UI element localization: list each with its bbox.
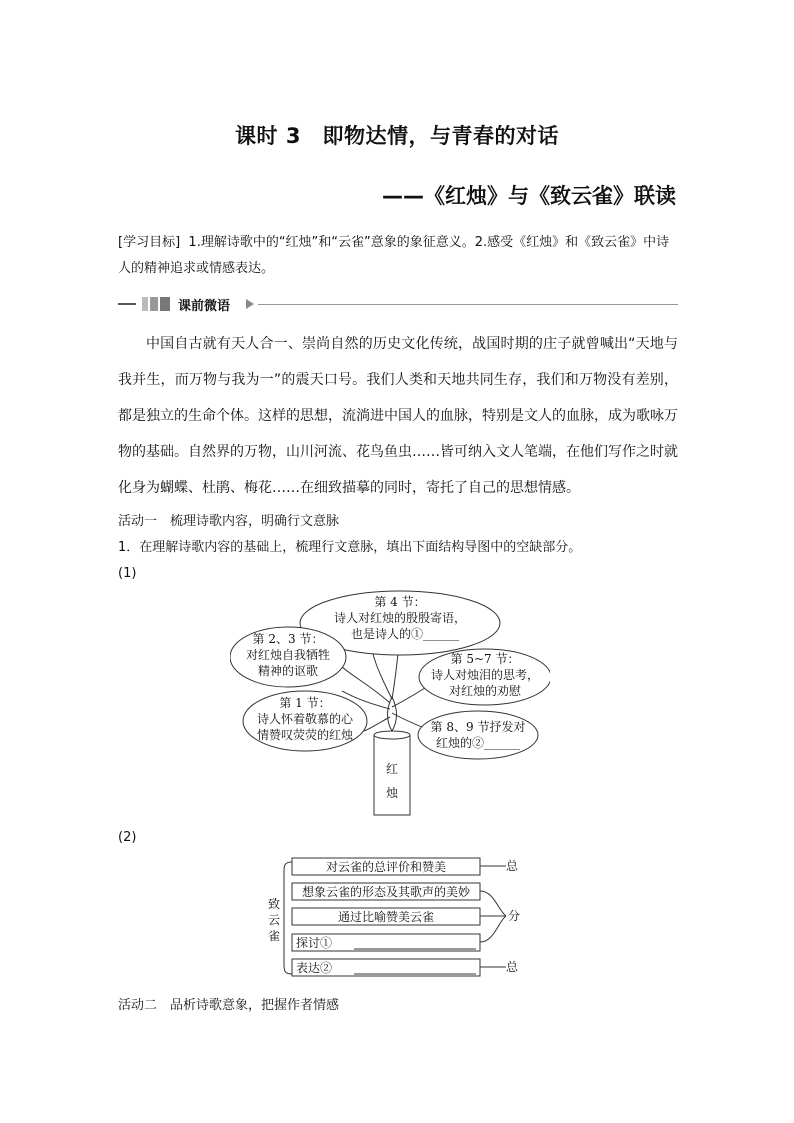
bubble-top-line: 第 4 节： [374,595,426,609]
page-title: 课时 3 即物达情，与青春的对话 [235,124,559,148]
root-char: 云 [268,913,281,927]
mark-part: 分 [508,909,521,923]
section-block [160,297,170,311]
bubble-left-top-line: 精神的讴歌 [257,664,319,678]
bubble-right-bottom-line: 第 8、9 节抒发对 [430,720,526,734]
bubble-right-mid-line: 对红烛的劝慰 [448,684,522,698]
bubble-top-line: 诗人对红烛的殷殷寄语， [333,611,467,625]
connector [480,916,506,942]
objectives-tag: [学习目标] [118,235,181,250]
activity-one-heading: 活动一 梳理诗歌内容，明确行文意脉 [118,514,340,529]
bubble-left-bottom-line: 第 1 节： [279,696,331,710]
activity-two-heading: 活动二 品析诗歌意象，把握作者情感 [118,998,340,1013]
bubble-left-top-line: 第 2、3 节： [252,632,324,646]
item-text: 表达② [296,961,333,975]
lark-structure-diagram [262,852,530,982]
section-dash [118,303,136,305]
connector [480,891,506,916]
branch-left-bottom [364,717,390,731]
bubble-left-bottom-line: 情赞叹荧荧的红烛 [256,728,354,742]
bubble-section-8-9 [418,711,538,759]
candle-label: 红 [385,762,399,776]
item-text: 探讨① [296,936,333,950]
triangle-icon [246,299,254,309]
root-char: 致 [268,897,281,911]
question-one: 1．在理解诗歌内容的基础上，梳理行文意脉，填出下面结构导图中的空缺部分。 [118,540,582,555]
branch-left-top [340,665,390,703]
mark-total: 总 [506,960,519,974]
candle-mind-map [230,585,550,820]
section-label: 课前微语 [178,299,231,314]
candle-label: 烛 [385,786,399,800]
bubble-right-bottom-line: 红烛的②______ [435,736,521,750]
item-text: 对云雀的总评价和赞美 [325,860,447,874]
root-char: 雀 [268,929,281,943]
diagram-one-label: (1) [118,566,137,581]
section-rule [258,304,678,305]
learning-objectives [118,230,678,282]
section-block [142,297,148,311]
bubble-right-mid-line: 第 5~7 节： [450,652,520,666]
diagram-two-label: (2) [118,830,137,845]
item-text: 想象云雀的形态及其歌声的美妙 [301,885,471,899]
item-text: 通过比喻赞美云雀 [337,910,435,924]
bubble-right-mid-line: 诗人对烛泪的思考， [430,668,540,682]
section-header [118,296,678,312]
bubble-left-bottom-line: 诗人怀着敬慕的心 [256,712,354,726]
objectives-text: 1.理解诗歌中的“红烛”和“云雀”意象的象征意义。2.感受《红烛》和《致云雀》中诗人的精神追求或情感表达。 [118,235,670,276]
bubble-top-line: 也是诗人的①______ [350,627,460,641]
mark-total: 总 [506,859,519,873]
section-block [150,297,158,311]
left-brace [284,862,292,974]
bubble-left-top-line: 对红烛自我牺牲 [245,648,331,662]
intro-paragraph: 中国自古就有天人合一、崇尚自然的历史文化传统，战国时期的庄子就曾喊出“天地与我并生，而万物与我为一”的震天口号。我们人类和天地共同生存，我们和万物没有差别，都是独立的生命个体。这样的思想，流淌进中国人的血脉，特别是文人的血脉，成为歌咏万物的基础。自然界的万物，山川河流、花鸟鱼虫……皆可纳入文人笔端，在他们写作之时就化身为蝴蝶、杜鹃、梅花……在细致描摹的同时，寄托了自己的思想情感。 [118,336,678,496]
candle-top [374,731,410,739]
page-subtitle: ——《红烛》与《致云雀》联读 [382,184,676,208]
